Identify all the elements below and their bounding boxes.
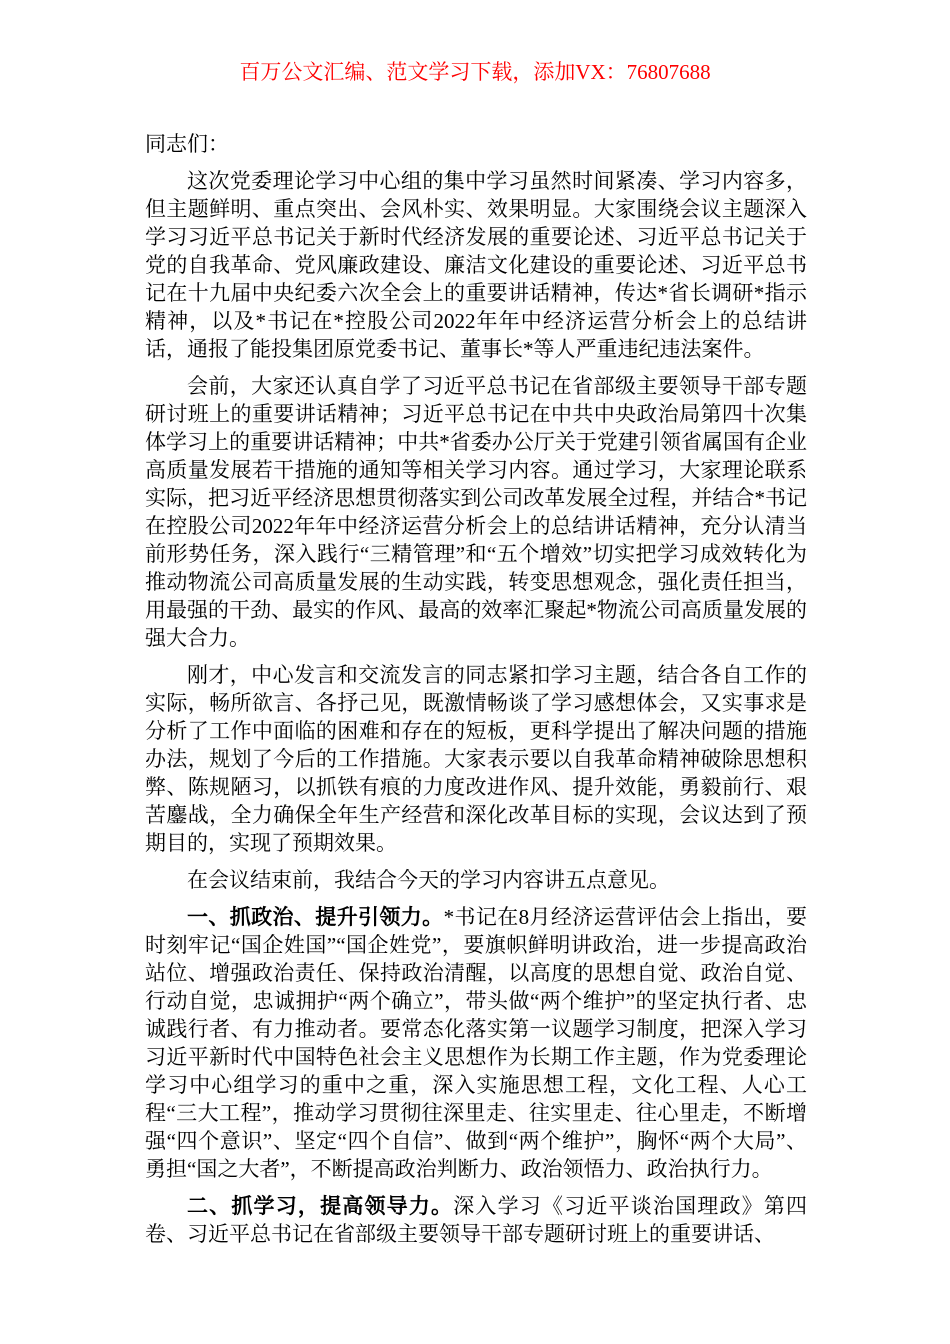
paragraph-6-text: 深入学习《习近平谈治国理政》第四卷、习近平总书记在省部级主要领导干部专题研讨班上的重要讲话、 [145, 1194, 808, 1246]
paragraph-1-text: 这次党委理论学习中心组的集中学习虽然时间紧凑、学习内容多，但主题鲜明、重点突出、会风朴实、效果明显。大家围绕会议主题深入学习习近平总书记关于新时代经济发展的重要论述、习近平总书记关于党的自我革命、党风廉政建设、廉洁文化建设的重要论述、习近平总书记在十九届中央纪委六次全会上的重要讲话精神，传达*省长调研*指示精神，以及*书记在*控股公司2022年年中经济运营分析会上的总结讲话，通报了能投集团原党委书记、董事长*等人严重违纪违法案件。 [145, 169, 807, 361]
paragraph-2-text: 会前，大家还认真自学了习近平总书记在省部级主要领导干部专题研讨班上的重要讲话精神；习近平总书记在中共中央政治局第四十次集体学习上的重要讲话精神；中共*省委办公厅关于党建引领省属国有企业高质量发展若干措施的通知等相关学习内容。通过学习，大家理论联系实际，把习近平经济思想贯彻落实到公司改革发展全过程，并结合*书记在控股公司2022年年中经济运营分析会上的总结讲话精神，充分认清当前形势任务，深入践行“三精管理”和“五个增效”切实把学习成效转化为推动物流公司高质量发展的生动实践，转变思想观念，强化责任担当，用最强的干劲、最实的作风、最高的效率汇聚起*物流公司高质量发展的强大合力。 [145, 374, 807, 650]
document-body [145, 130, 807, 1248]
paragraph-2 [145, 372, 807, 652]
paragraph-4 [145, 866, 807, 894]
paragraph-5 [145, 903, 807, 1183]
section-heading-1: 一、抓政治、提升引领力。 [187, 905, 444, 929]
promo-header-text: 百万公文汇编、范文学习下载，添加VX：76807688 [239, 60, 711, 84]
paragraph-3-text: 刚才，中心发言和交流发言的同志紧扣学习主题，结合各自工作的实际，畅所欲言、各抒己见，既激情畅谈了学习感想体会，又实事求是分析了工作中面临的困难和存在的短板，更科学提出了解决问题的措施办法，规划了今后的工作措施。大家表示要以自我革命精神破除思想积弊、陈规陋习，以抓铁有痕的力度改进作风、提升效能，勇毅前行、艰苦鏖战，全力确保全年生产经营和深化改革目标的实现，会议达到了预期目的，实现了预期效果。 [145, 663, 807, 855]
paragraph-4-text: 在会议结束前，我结合今天的学习内容讲五点意见。 [187, 868, 670, 892]
paragraph-6 [145, 1192, 807, 1248]
paragraph-3 [145, 661, 807, 857]
section-heading-2: 二、抓学习，提高领导力。 [187, 1194, 454, 1218]
salutation: 同志们： [145, 132, 229, 156]
paragraph-5-text: *书记在8月经济运营评估会上指出，要时刻牢记“国企姓国”“国企姓党”，要旗帜鲜明讲政治，进一步提高政治站位、增强政治责任、保持政治清醒，以高度的思想自觉、政治自觉、行动自觉，忠诚拥护“两个确立”，带头做“两个维护”的坚定执行者、忠诚践行者、有力推动者。要常态化落实第一议题学习制度，把深入学习习近平新时代中国特色社会主义思想作为长期工作主题，作为党委理论学习中心组学习的重中之重，深入实施思想工程，文化工程、人心工程“三大工程”，推动学习贯彻往深里走、往实里走、往心里走，不断增强“四个意识”、坚定“四个自信”、做到“两个维护”，胸怀“两个大局”、勇担“国之大者”，不断提高政治判断力、政治领悟力、政治执行力。 [145, 905, 808, 1181]
paragraph-1 [145, 167, 807, 363]
